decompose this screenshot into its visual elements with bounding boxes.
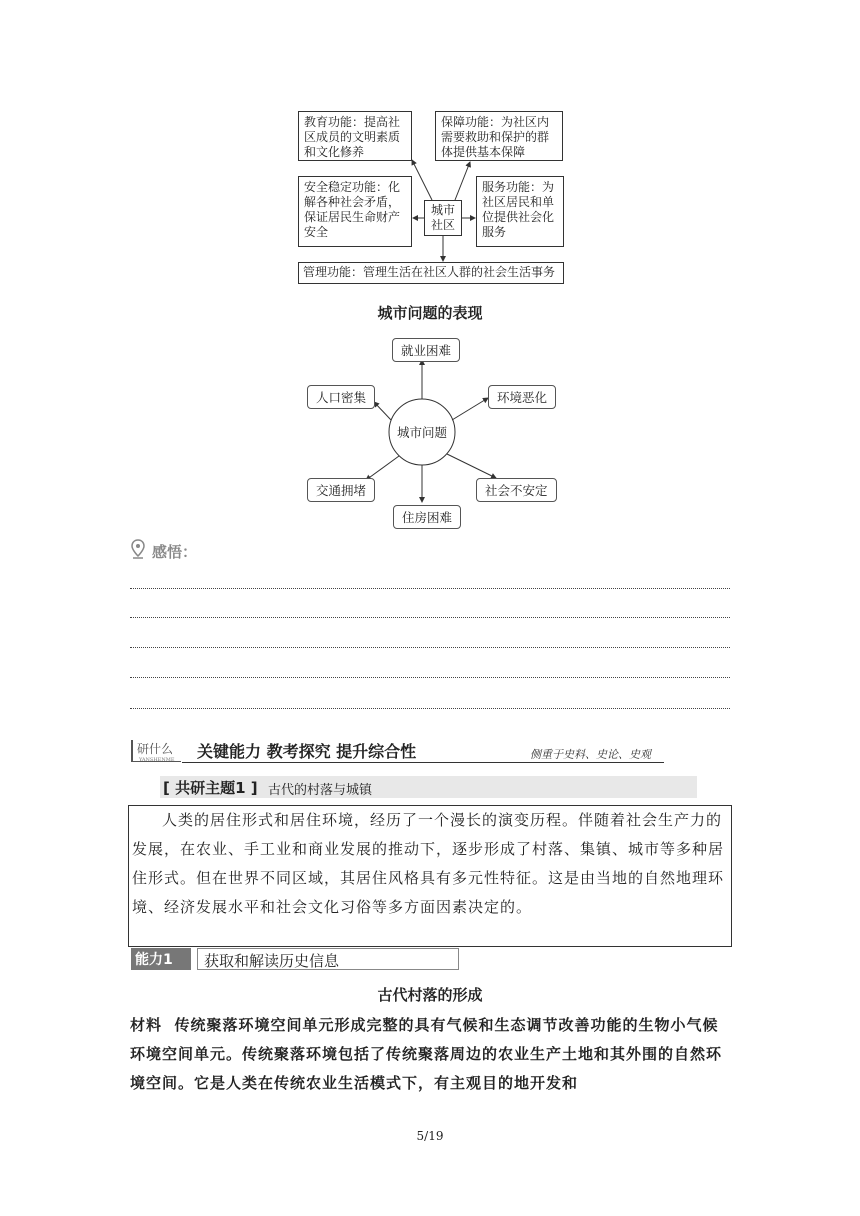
topic-name: 古代的村落与城镇 (268, 783, 373, 798)
problem-traffic: 交通拥堵 (307, 478, 375, 502)
community-connector-arrows (0, 0, 860, 300)
topic-label: [ 共研主题1 ] (163, 779, 258, 797)
answer-line (130, 708, 730, 709)
ability-name: 获取和解读历史信息 (197, 948, 459, 970)
answer-line (130, 677, 730, 678)
section-title: 关键能力 教考探究 提升综合性 (197, 742, 417, 761)
problems-diagram-title: 城市问题的表现 (377, 304, 483, 322)
reflection-label: 感悟： (152, 543, 198, 561)
education-function-box: 教育功能：提高社区成员的文明素质和文化修养 (298, 111, 412, 161)
section-rule (182, 762, 664, 763)
material-title: 古代村落的形成 (377, 986, 483, 1004)
problem-population: 人口密集 (307, 385, 375, 409)
section-tag-label: 研什么 (137, 742, 174, 756)
material-text: 传统聚落环境空间单元形成完整的具有气候和生态调节改善功能的生物小气候环境空间单元。传统聚落环境包括了传统聚落周边的农业生产土地和其外围的自然环境空间。它是人类在传统农业生活模式下，有主观目的地开发和 (130, 1016, 723, 1092)
page-number: 5/19 (416, 1129, 444, 1143)
intro-text: 人类的居住形式和居住环境，经历了一个漫长的演变历程。伴随着社会生产力的发展，在农业、手工业和商业发展的推动下，逐步形成了村落、集镇、城市等多种居住形式。但在世界不同区域，其居住风格具有多元性特征。这是由当地的自然地理环境、经济发展水平和社会文化习俗等多方面因素决定的。 (132, 811, 725, 916)
management-function-box: 管理功能：管理生活在社区人群的社会生活事务 (298, 262, 564, 284)
problem-instability: 社会不安定 (476, 478, 557, 502)
problem-housing: 住房困难 (393, 505, 461, 529)
answer-line (130, 617, 730, 618)
problems-center-label: 城市问题 (396, 425, 447, 440)
ability-label: 能力1 (131, 948, 191, 970)
location-pin-icon (131, 539, 145, 559)
material-label: 材料 (130, 1016, 163, 1034)
answer-line (130, 647, 730, 648)
answer-line (130, 588, 730, 589)
section-tag-sub: YANSHENME (139, 757, 175, 763)
service-function-box: 服务功能：为社区居民和单位提供社会化服务 (476, 176, 564, 247)
problem-environment: 环境恶化 (488, 385, 556, 409)
community-center-box: 城市 社区 (424, 200, 462, 236)
section-tag (131, 740, 181, 762)
guarantee-function-box: 保障功能：为社区内需要救助和保护的群体提供基本保障 (435, 111, 563, 161)
topic-label-text: 共研主题1 (175, 779, 246, 797)
material-paragraph (130, 1011, 734, 1098)
problem-employment: 就业困难 (392, 338, 460, 362)
stability-function-box: 安全稳定功能：化解各种社会矛盾，保证居民生命财产安全 (298, 176, 412, 247)
section-note: 侧重于史料、史论、史观 (530, 748, 651, 761)
